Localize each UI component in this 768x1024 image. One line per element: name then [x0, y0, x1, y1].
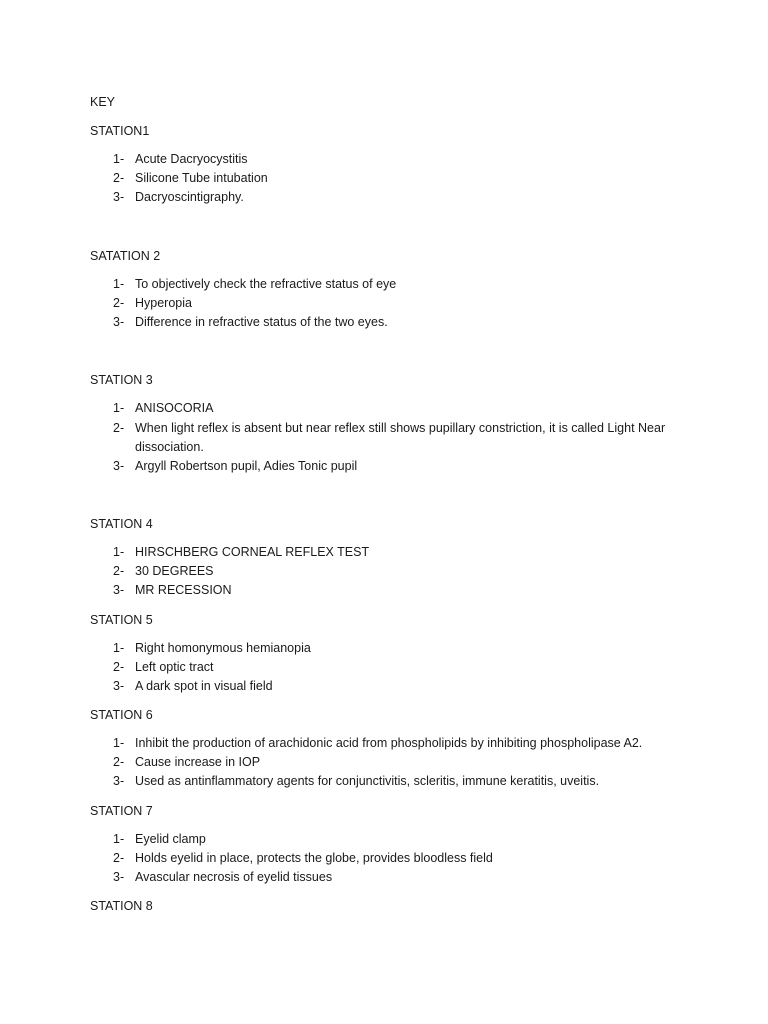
station-heading: STATION 6: [90, 708, 153, 722]
list-text: Dacryoscintigraphy.: [135, 190, 244, 204]
station-heading: STATION 7: [90, 804, 153, 818]
list-item: [113, 399, 713, 418]
list-item: [113, 849, 713, 868]
list-item: [113, 677, 713, 696]
list-text: MR RECESSION: [135, 583, 232, 597]
list-text: Used as antinflammatory agents for conjunctivitis, scleritis, immune keratitis, uveitis.: [135, 774, 600, 788]
list-text: ANISOCORIA: [135, 401, 214, 415]
list-item: [113, 639, 713, 658]
list-item: [113, 734, 713, 753]
list-number: 2-: [113, 564, 125, 578]
list-item: [113, 169, 713, 188]
list-text: Avascular necrosis of eyelid tissues: [135, 870, 333, 884]
list-text: HIRSCHBERG CORNEAL REFLEX TEST: [135, 545, 370, 559]
list-text: Difference in refractive status of the two eyes.: [135, 315, 388, 329]
list-number: 1-: [113, 152, 125, 166]
list-number: 1-: [113, 545, 125, 559]
list-text: 30 DEGREES: [135, 564, 214, 578]
list-text: Inhibit the production of arachidonic acid from phospholipids by inhibiting phospholipase A2.: [135, 736, 643, 750]
list-item: [113, 753, 713, 772]
list-text: Eyelid clamp: [135, 832, 206, 846]
list-text: Left optic tract: [135, 660, 214, 674]
list-number: 2-: [113, 660, 125, 674]
list-text: Holds eyelid in place, protects the globe, provides bloodless field: [135, 851, 493, 865]
list-number: 3-: [113, 315, 125, 329]
list-number: 1-: [113, 401, 125, 415]
list-number: 3-: [113, 583, 125, 597]
list-number: 2-: [113, 296, 125, 310]
list-item: [113, 868, 713, 887]
list-number: 2-: [113, 421, 125, 435]
station-heading: SATATION 2: [90, 249, 161, 263]
list-item: [113, 543, 713, 562]
list-number: 1-: [113, 832, 125, 846]
list-number: 2-: [113, 755, 125, 769]
list-item: [113, 658, 713, 677]
list-item: [113, 188, 713, 207]
station-heading: STATION 5: [90, 613, 153, 627]
list-text: Right homonymous hemianopia: [135, 641, 311, 655]
list-item: [113, 772, 713, 791]
list-item: [113, 830, 713, 849]
station-heading: STATION 4: [90, 517, 153, 531]
list-text: Argyll Robertson pupil, Adies Tonic pupil: [135, 459, 358, 473]
station-heading: STATION 3: [90, 373, 153, 387]
list-text: To objectively check the refractive status of eye: [135, 277, 397, 291]
list-number: 2-: [113, 851, 125, 865]
list-number: 1-: [113, 277, 125, 291]
list-number: 1-: [113, 641, 125, 655]
list-text: Acute Dacryocystitis: [135, 152, 248, 166]
list-item: [113, 457, 713, 476]
station-heading: STATION 8: [90, 899, 153, 913]
list-item: [113, 562, 713, 581]
list-text: A dark spot in visual field: [135, 679, 273, 693]
list-text: Hyperopia: [135, 296, 192, 310]
list-item: [113, 581, 713, 600]
list-item: [113, 313, 713, 332]
list-text: Cause increase in IOP: [135, 755, 261, 769]
list-number: 2-: [113, 171, 125, 185]
list-number: 3-: [113, 190, 125, 204]
list-number: 3-: [113, 459, 125, 473]
list-number: 3-: [113, 679, 125, 693]
list-item: [113, 294, 713, 313]
list-text: Silicone Tube intubation: [135, 171, 268, 185]
list-number: 3-: [113, 774, 125, 788]
page-title: KEY: [90, 95, 116, 109]
list-item: [113, 275, 713, 294]
list-text: When light reflex is absent but near reflex still shows pupillary constriction, it is called Light Near dissociation.: [135, 421, 666, 454]
list-item: [113, 150, 713, 169]
station-heading: STATION1: [90, 124, 150, 138]
list-item: [113, 419, 713, 457]
list-number: 1-: [113, 736, 125, 750]
list-number: 3-: [113, 870, 125, 884]
